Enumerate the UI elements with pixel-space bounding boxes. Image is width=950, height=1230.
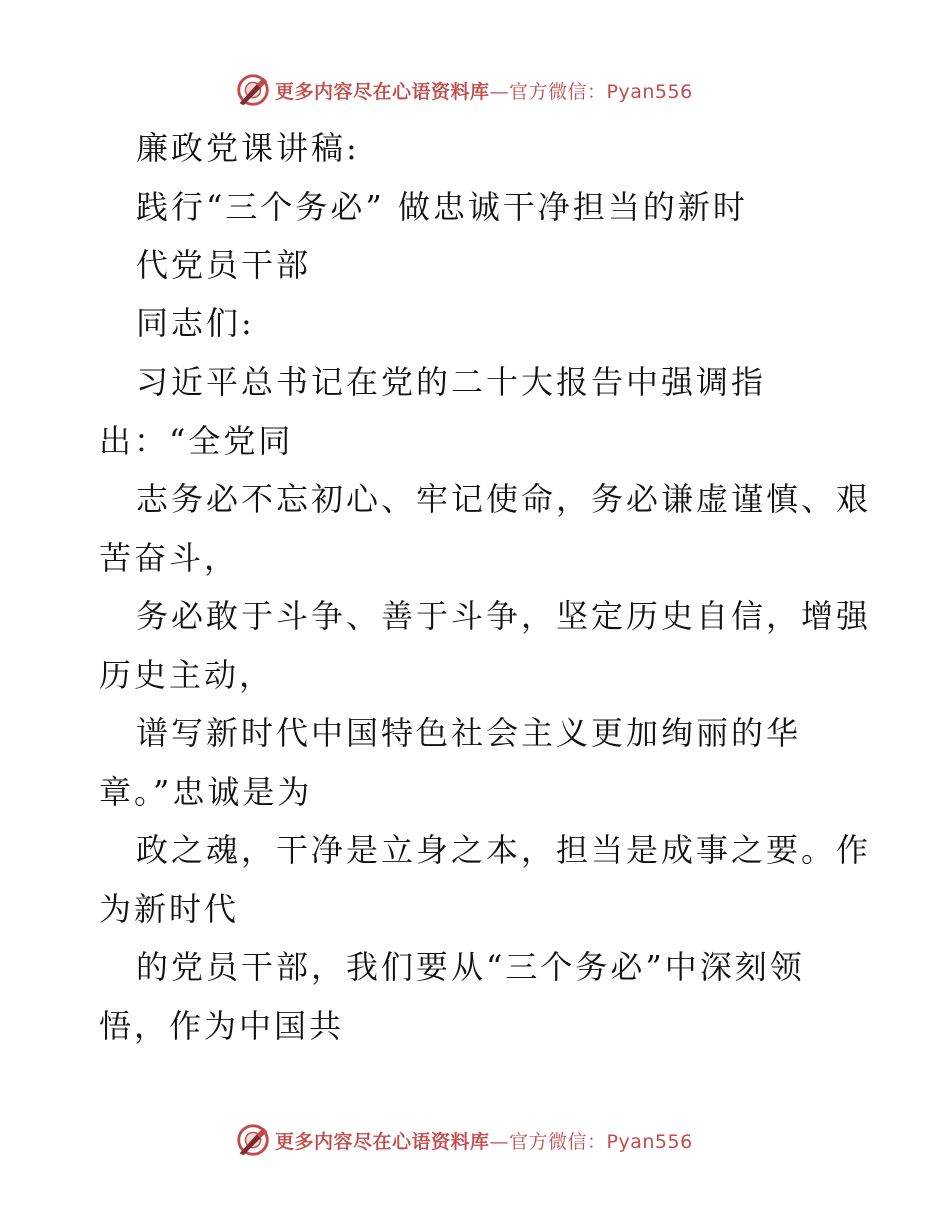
body-line: 的党员干部，我们要从“三个务必”中深刻领 xyxy=(136,948,805,986)
watermark-text: 更多内容尽在心语资料库—官方微信：Pyan556 xyxy=(275,80,693,103)
body-line: 历史主动， xyxy=(99,656,275,694)
body-line: 谱写新时代中国特色社会主义更加绚丽的华 xyxy=(136,714,802,752)
body-line: 为新时代 xyxy=(99,890,240,928)
pen-logo-icon xyxy=(234,1121,272,1159)
body-line: 悟，作为中国共 xyxy=(99,1007,345,1045)
pen-logo-icon xyxy=(234,71,272,109)
header-watermark-banner xyxy=(234,70,693,110)
watermark-text: 更多内容尽在心语资料库—官方微信：Pyan556 xyxy=(275,1130,693,1153)
body-line: 志务必不忘初心、牢记使命，务必谦虚谨慎、艰 xyxy=(136,480,872,518)
body-line: 出：“全党同 xyxy=(99,422,294,460)
body-line: 习近平总书记在党的二十大报告中强调指 xyxy=(136,363,767,401)
body-line: 务必敢于斗争、善于斗争，坚定历史自信，增强 xyxy=(136,597,872,635)
body-line: 苦奋斗， xyxy=(99,539,240,577)
body-line: 政之魂，干净是立身之本，担当是成事之要。作 xyxy=(136,831,872,869)
title-line-2: 代党员干部 xyxy=(136,246,312,284)
lecture-label: 廉政党课讲稿: xyxy=(136,129,360,167)
body-line: 章。”忠诚是为 xyxy=(99,773,313,811)
salutation: 同志们: xyxy=(136,304,255,342)
title-line-1: 践行“三个务必” 做忠诚干净担当的新时 xyxy=(136,188,748,226)
footer-watermark-banner xyxy=(234,1120,693,1160)
